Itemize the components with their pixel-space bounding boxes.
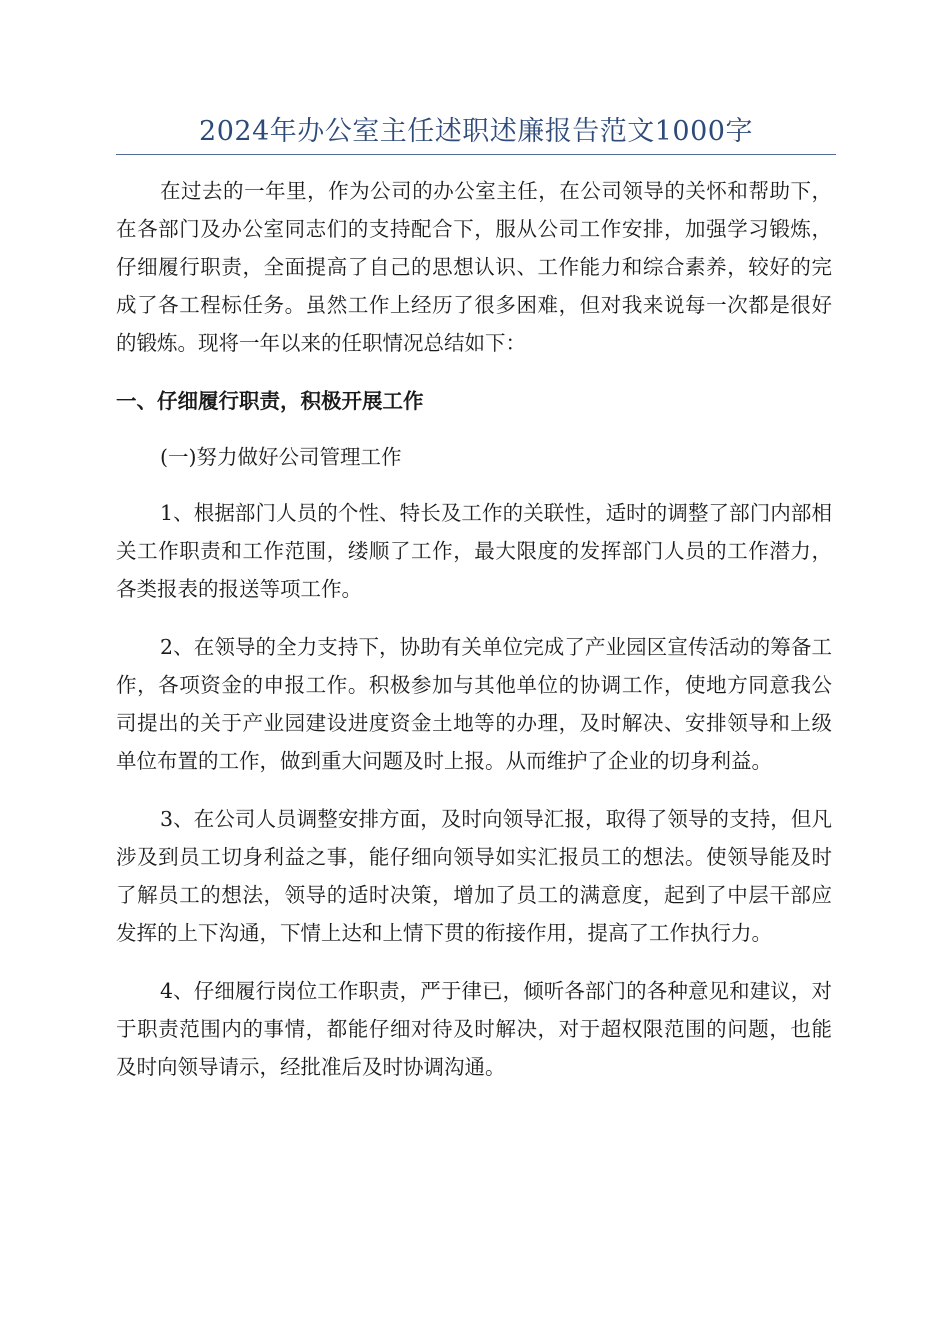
item-paragraph-2: 2、在领导的全力支持下，协助有关单位完成了产业园区宣传活动的筹备工作，各项资金的申报工作。积极参加与其他单位的协调工作，使地方同意我公司提出的关于产业园建设进度资金土地等的办理，及时解决、安排领导和上级单位布置的工作，做到重大问题及时上报。从而维护了企业的切身利益。 — [116, 635, 832, 773]
title-underline — [116, 154, 836, 155]
document-body — [116, 172, 832, 1106]
item-paragraph-4: 4、仔细履行岗位工作职责，严于律已，倾听各部门的各种意见和建议，对于职责范围内的事情，都能仔细对待及时解决，对于超权限范围的问题，也能及时向领导请示，经批准后及时协调沟通。 — [116, 979, 832, 1079]
document-title: 2024年办公室主任述职述廉报告范文1000字 — [199, 116, 753, 147]
subsection-heading: (一)努力做好公司管理工作 — [160, 445, 402, 469]
item-paragraph-3: 3、在公司人员调整安排方面，及时向领导汇报，取得了领导的支持，但凡涉及到员工切身利益之事，能仔细向领导如实汇报员工的想法。使领导能及时了解员工的想法，领导的适时决策，增加了员工的满意度，起到了中层干部应发挥的上下沟通，下情上达和上情下贯的衔接作用，提高了工作执行力。 — [116, 807, 832, 945]
item-paragraph-1: 1、根据部门人员的个性、特长及工作的关联性，适时的调整了部门内部相关工作职责和工作范围，缕顺了工作，最大限度的发挥部门人员的工作潜力，各类报表的报送等项工作。 — [116, 501, 832, 601]
intro-paragraph: 在过去的一年里，作为公司的办公室主任，在公司领导的关怀和帮助下，在各部门及办公室同志们的支持配合下，服从公司工作安排，加强学习锻炼，仔细履行职责，全面提高了自己的思想认识、工作能力和综合素养，较好的完成了各工程标任务。虽然工作上经历了很多困难，但对我来说每一次都是很好的锻炼。现将一年以来的任职情况总结如下： — [116, 179, 832, 355]
section-heading: 一、仔细履行职责，积极开展工作 — [116, 389, 424, 413]
